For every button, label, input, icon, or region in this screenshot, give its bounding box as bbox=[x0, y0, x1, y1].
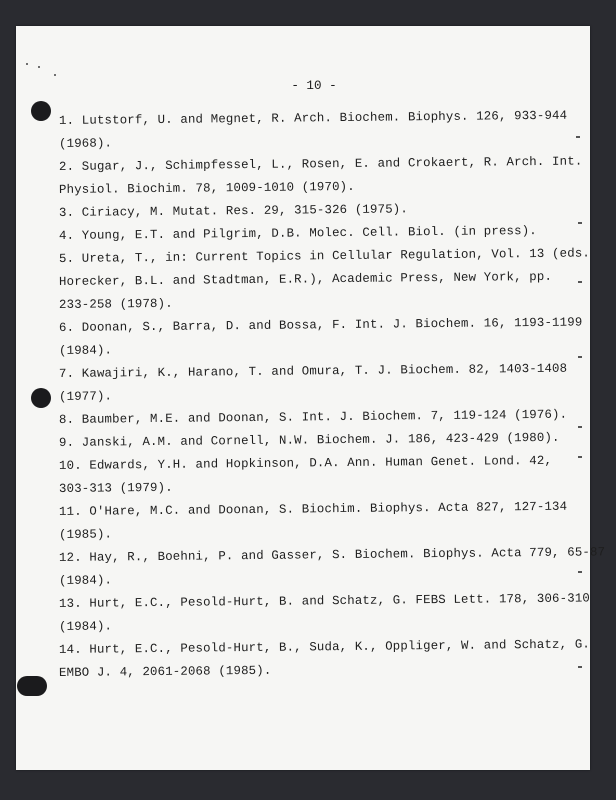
paper-speck bbox=[54, 74, 56, 76]
reference-7-line-2: (1977). bbox=[58, 389, 113, 404]
paper-speck bbox=[26, 63, 28, 65]
reference-2-line-2: Physiol. Biochim. 78, 1009-1010 (1970). bbox=[58, 179, 355, 197]
margin-tick bbox=[578, 666, 582, 668]
reference-1-line-1: 1. Lutstorf, U. and Megnet, R. Arch. Biochem. Biophys. 126, 933-944 bbox=[58, 108, 568, 128]
reference-1-line-2: (1968). bbox=[58, 136, 113, 151]
reference-12-line-1: 12. Hay, R., Boehni, P. and Gasser, S. Biochem. Biophys. Acta 779, 65-87 bbox=[58, 545, 606, 565]
reference-9-line-1: 9. Janski, A.M. and Cornell, N.W. Biochem. J. 186, 423-429 (1980). bbox=[58, 430, 560, 450]
margin-tick bbox=[578, 426, 582, 428]
margin-tick bbox=[578, 222, 582, 224]
reference-6-line-1: 6. Doonan, S., Barra, D. and Bossa, F. Int. J. Biochem. 16, 1193-1199 bbox=[58, 315, 583, 335]
reference-14-line-2: EMBO J. 4, 2061-2068 (1985). bbox=[58, 663, 272, 680]
margin-tick bbox=[576, 136, 580, 138]
reference-4-line-1: 4. Young, E.T. and Pilgrim, D.B. Molec. Cell. Biol. (in press). bbox=[58, 223, 537, 243]
reference-5-line-3: 233-258 (1978). bbox=[58, 296, 173, 312]
document-page bbox=[16, 26, 606, 770]
reference-11-line-1: 11. O'Hare, M.C. and Doonan, S. Biochim. Biophys. Acta 827, 127-134 bbox=[58, 499, 568, 519]
reference-13-line-2: (1984). bbox=[58, 619, 113, 634]
page-number: - 10 - bbox=[291, 79, 337, 93]
punch-hole bbox=[31, 101, 51, 121]
margin-tick bbox=[578, 281, 582, 283]
margin-tick bbox=[578, 456, 582, 458]
paper-speck bbox=[38, 66, 40, 68]
reference-14-line-1: 14. Hurt, E.C., Pesold-Hurt, B., Suda, K., Oppliger, W. and Schatz, G. bbox=[58, 637, 591, 657]
reference-7-line-1: 7. Kawajiri, K., Harano, T. and Omura, T. J. Biochem. 82, 1403-1408 bbox=[58, 361, 568, 381]
reference-8-line-1: 8. Baumber, M.E. and Doonan, S. Int. J. Biochem. 7, 119-124 (1976). bbox=[58, 407, 568, 427]
margin-tick bbox=[578, 356, 582, 358]
punch-hole bbox=[31, 388, 51, 408]
reference-6-line-2: (1984). bbox=[58, 343, 113, 358]
margin-tick bbox=[578, 571, 582, 573]
punch-hole bbox=[17, 676, 47, 696]
reference-5-line-1: 5. Ureta, T., in: Current Topics in Cellular Regulation, Vol. 13 (eds. bbox=[58, 246, 591, 266]
reference-3-line-1: 3. Ciriacy, M. Mutat. Res. 29, 315-326 (1975). bbox=[58, 202, 408, 220]
reference-11-line-2: (1985). bbox=[58, 527, 113, 542]
reference-13-line-1: 13. Hurt, E.C., Pesold-Hurt, B. and Schatz, G. FEBS Lett. 178, 306-310 bbox=[58, 591, 591, 611]
reference-10-line-2: 303-313 (1979). bbox=[58, 480, 173, 496]
reference-5-line-2: Horecker, B.L. and Stadtman, E.R.), Academic Press, New York, pp. bbox=[58, 269, 553, 289]
reference-12-line-2: (1984). bbox=[58, 573, 113, 588]
reference-2-line-1: 2. Sugar, J., Schimpfessel, L., Rosen, E. and Crokaert, R. Arch. Int. bbox=[58, 154, 583, 174]
reference-list bbox=[58, 108, 606, 685]
reference-10-line-1: 10. Edwards, Y.H. and Hopkinson, D.A. Ann. Human Genet. Lond. 42, bbox=[58, 453, 553, 473]
